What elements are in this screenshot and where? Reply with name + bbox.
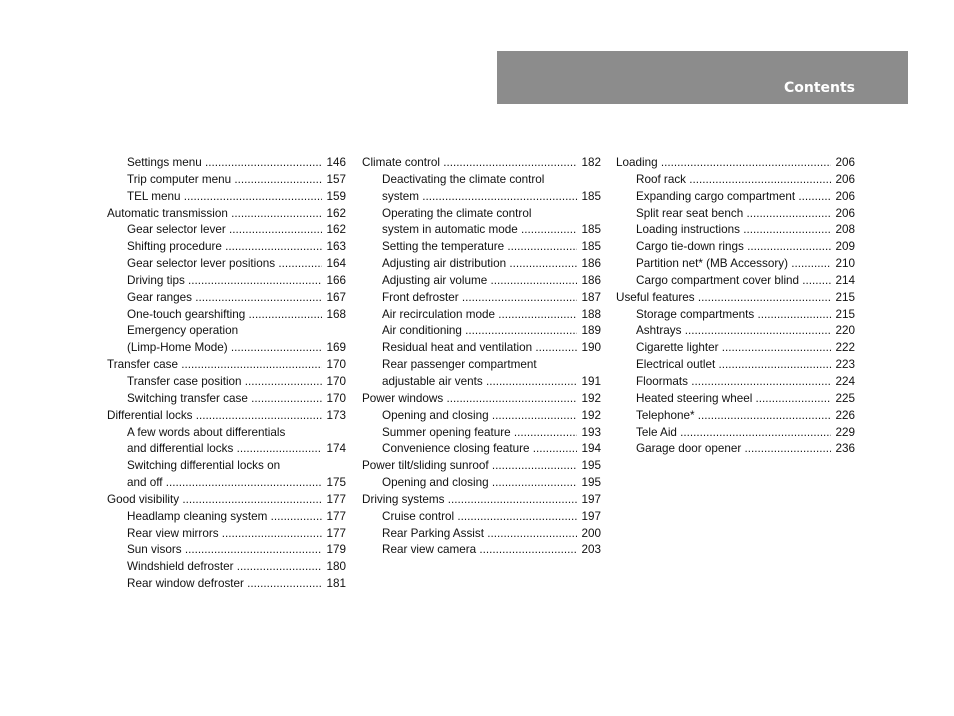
toc-entry[interactable]: [362, 307, 601, 324]
toc-entry-page: 229: [831, 425, 855, 442]
toc-entry-title: TEL menu .....: [127, 189, 346, 206]
section-header-bar: [497, 51, 908, 104]
toc-entry[interactable]: [616, 307, 855, 324]
toc-entry-page: 210: [831, 256, 855, 273]
toc-entry-title: One-touch gearshifting .....: [127, 307, 346, 324]
toc-entry[interactable]: [362, 492, 601, 509]
toc-entry[interactable]: [107, 492, 346, 509]
toc-entry-title: Deactivating the climate control: [382, 172, 545, 186]
toc-entry-page: 197: [577, 492, 601, 509]
toc-entry-page: 209: [831, 239, 855, 256]
toc-entry[interactable]: [362, 475, 601, 492]
toc-entry[interactable]: [362, 408, 601, 425]
toc-entry-title: Front defroster .....: [382, 290, 601, 307]
toc-entry-title: Air recirculation mode .....: [382, 307, 601, 324]
toc-entry[interactable]: [362, 273, 601, 290]
toc-entry-page: 181: [322, 576, 346, 593]
toc-entry-title: Tele Aid .....: [636, 425, 855, 442]
toc-entry-title: Rear passenger compartment: [382, 358, 537, 372]
toc-entry[interactable]: [107, 576, 346, 593]
toc-entry[interactable]: [362, 340, 601, 357]
toc-entry-title: Gear ranges .....: [127, 290, 346, 307]
toc-entry[interactable]: [616, 374, 855, 391]
toc-entry-page: 190: [577, 340, 601, 357]
toc-entry-title: Differential locks .....: [107, 408, 346, 425]
toc-entry[interactable]: [107, 559, 346, 576]
toc-entry[interactable]: [107, 172, 346, 189]
toc-entry[interactable]: [616, 273, 855, 290]
toc-entry-title: Ashtrays .....: [636, 323, 855, 340]
toc-entry-page: 206: [831, 172, 855, 189]
toc-entry[interactable]: [107, 155, 346, 172]
toc-entry-title: Transfer case .....: [107, 357, 346, 374]
toc-entry-title: Emergency operation: [127, 324, 239, 338]
toc-entry-page: 206: [831, 155, 855, 172]
toc-entry[interactable]: [616, 340, 855, 357]
toc-entry[interactable]: [362, 509, 601, 526]
toc-entry-page: 166: [322, 273, 346, 290]
toc-entry-title: Expanding cargo compartment .....: [636, 189, 855, 206]
toc-entry-title: Opening and closing .....: [382, 408, 601, 425]
toc-entry[interactable]: [616, 256, 855, 273]
toc-entry-title: Opening and closing .....: [382, 475, 601, 492]
toc-entry[interactable]: [362, 323, 601, 340]
toc-entry-page: 157: [322, 172, 346, 189]
toc-entry-page: 214: [831, 273, 855, 290]
toc-entry-page: 222: [831, 340, 855, 357]
toc-entry-page: 168: [322, 307, 346, 324]
toc-entry-title: Useful features .....: [616, 290, 855, 307]
toc-entry-page: 185: [577, 222, 601, 239]
toc-entry[interactable]: [107, 206, 346, 223]
toc-entry-page: 197: [577, 509, 601, 526]
toc-entry-page: 224: [831, 374, 855, 391]
toc-entry-title: Cruise control .....: [382, 509, 601, 526]
toc-entry[interactable]: [107, 239, 346, 256]
toc-entry-title: (Limp-Home Mode) .....: [127, 340, 346, 357]
toc-entry[interactable]: [362, 542, 601, 559]
toc-entry-page: 206: [831, 206, 855, 223]
toc-entry-page: 179: [322, 542, 346, 559]
toc-entry[interactable]: [616, 222, 855, 239]
toc-entry-title: Electrical outlet .....: [636, 357, 855, 374]
toc-entry[interactable]: [107, 273, 346, 290]
toc-entry-title: Partition net* (MB Accessory) .....: [636, 256, 855, 273]
toc-entry-page: 188: [577, 307, 601, 324]
toc-entry-page: 182: [577, 155, 601, 172]
toc-entry-title: Rear window defroster .....: [127, 576, 346, 593]
toc-entry[interactable]: [616, 425, 855, 442]
toc-entry-page: 194: [577, 441, 601, 458]
toc-entry[interactable]: [107, 526, 346, 543]
toc-entry-title: Climate control .....: [362, 155, 601, 172]
toc-entry-title: Settings menu .....: [127, 155, 346, 172]
toc-entry[interactable]: [107, 323, 346, 340]
toc-column-2: [362, 155, 601, 559]
toc-entry[interactable]: [107, 357, 346, 374]
toc-entry-title: Rear view mirrors .....: [127, 526, 346, 543]
toc-entry[interactable]: [107, 290, 346, 307]
toc-entry[interactable]: [616, 408, 855, 425]
toc-entry-page: 180: [322, 559, 346, 576]
toc-entry-title: Rear view camera .....: [382, 542, 601, 559]
toc-entry[interactable]: [362, 239, 601, 256]
toc-entry-title: Sun visors .....: [127, 542, 346, 559]
toc-entry-page: 162: [322, 206, 346, 223]
toc-entry-page: 185: [577, 239, 601, 256]
toc-entry-page: 189: [577, 323, 601, 340]
toc-entry-title: Cargo tie-down rings .....: [636, 239, 855, 256]
toc-column-3: [616, 155, 855, 458]
toc-entry[interactable]: [616, 172, 855, 189]
toc-entry-page: 146: [322, 155, 346, 172]
toc-entry-page: 162: [322, 222, 346, 239]
toc-entry[interactable]: [616, 206, 855, 223]
toc-entry[interactable]: [616, 323, 855, 340]
toc-entry-page: 169: [322, 340, 346, 357]
toc-entry-page: 192: [577, 391, 601, 408]
toc-entry-page: 187: [577, 290, 601, 307]
toc-column-1: [107, 155, 346, 593]
toc-entry-page: 191: [577, 374, 601, 391]
toc-entry-title: Cigarette lighter .....: [636, 340, 855, 357]
toc-entry-page: 170: [322, 357, 346, 374]
toc-entry[interactable]: [107, 408, 346, 425]
toc-entry-title: Loading instructions .....: [636, 222, 855, 239]
toc-entry[interactable]: [362, 526, 601, 543]
toc-entry-page: 164: [322, 256, 346, 273]
toc-entry-page: 163: [322, 239, 346, 256]
toc-entry-page: 193: [577, 425, 601, 442]
toc-entry-title: Summer opening feature .....: [382, 425, 601, 442]
toc-entry-page: 215: [831, 307, 855, 324]
toc-entry[interactable]: [362, 206, 601, 223]
toc-entry-title: Switching transfer case .....: [127, 391, 346, 408]
toc-entry-title: and off .....: [127, 475, 346, 492]
toc-entry[interactable]: [362, 458, 601, 475]
toc-entry[interactable]: [362, 425, 601, 442]
toc-entry[interactable]: [107, 189, 346, 206]
toc-entry-title: Gear selector lever positions .....: [127, 256, 346, 273]
toc-entry-page: 159: [322, 189, 346, 206]
toc-entry-page: 186: [577, 256, 601, 273]
toc-entry-title: adjustable air vents .....: [382, 374, 601, 391]
section-title: Contents: [783, 80, 855, 96]
toc-entry-title: Setting the temperature .....: [382, 239, 601, 256]
toc-entry-page: 226: [831, 408, 855, 425]
toc-entry-page: 225: [831, 391, 855, 408]
toc-entry[interactable]: [616, 189, 855, 206]
toc-entry-title: Adjusting air distribution .....: [382, 256, 601, 273]
toc-entry-title: Headlamp cleaning system .....: [127, 509, 346, 526]
toc-entry[interactable]: [107, 458, 346, 475]
toc-entry-title: Heated steering wheel .....: [636, 391, 855, 408]
toc-entry-title: Roof rack .....: [636, 172, 855, 189]
toc-entry-title: Air conditioning .....: [382, 323, 601, 340]
toc-entry[interactable]: [362, 155, 601, 172]
toc-entry-page: 170: [322, 391, 346, 408]
toc-entry-page: 220: [831, 323, 855, 340]
toc-entry-page: 200: [577, 526, 601, 543]
toc-entry-title: Rear Parking Assist .....: [382, 526, 601, 543]
toc-entry-title: Split rear seat bench .....: [636, 206, 855, 223]
toc-entry-page: 203: [577, 542, 601, 559]
toc-entry[interactable]: [107, 475, 346, 492]
toc-entry-title: Garage door opener .....: [636, 441, 855, 458]
toc-entry[interactable]: [362, 256, 601, 273]
toc-entry-page: 236: [831, 441, 855, 458]
toc-entry-title: Convenience closing feature .....: [382, 441, 601, 458]
toc-entry[interactable]: [362, 172, 601, 189]
toc-entry[interactable]: [362, 189, 601, 206]
toc-entry-page: 177: [322, 526, 346, 543]
toc-entry-title: Switching differential locks on: [127, 459, 281, 473]
toc-entry[interactable]: [107, 509, 346, 526]
toc-entry-page: 185: [577, 189, 601, 206]
toc-entry-title: system .....: [382, 189, 601, 206]
toc-entry[interactable]: [362, 290, 601, 307]
toc-entry[interactable]: [107, 307, 346, 324]
toc-entry[interactable]: [362, 441, 601, 458]
toc-entry-title: and differential locks .....: [127, 441, 346, 458]
toc-entry[interactable]: [616, 441, 855, 458]
toc-entry-page: 170: [322, 374, 346, 391]
toc-entry-title: Windshield defroster .....: [127, 559, 346, 576]
toc-entry[interactable]: [107, 340, 346, 357]
toc-entry-title: Automatic transmission .....: [107, 206, 346, 223]
toc-entry[interactable]: [362, 391, 601, 408]
toc-entry[interactable]: [107, 256, 346, 273]
toc-entry-title: Floormats .....: [636, 374, 855, 391]
toc-entry-page: 177: [322, 492, 346, 509]
toc-entry-title: Telephone* .....: [636, 408, 855, 425]
toc-entry-title: A few words about differentials: [127, 425, 286, 439]
toc-entry-title: Driving systems .....: [362, 492, 601, 509]
toc-entry-title: Gear selector lever .....: [127, 222, 346, 239]
toc-entry-title: Driving tips .....: [127, 273, 346, 290]
toc-entry[interactable]: [107, 542, 346, 559]
toc-entry[interactable]: [107, 425, 346, 442]
toc-entry-title: Operating the climate control: [382, 206, 532, 220]
toc-entry-title: Power windows .....: [362, 391, 601, 408]
toc-entry-title: Power tilt/sliding sunroof .....: [362, 458, 601, 475]
toc-entry[interactable]: [362, 357, 601, 374]
toc-entry[interactable]: [362, 374, 601, 391]
toc-entry-page: 206: [831, 189, 855, 206]
toc-entry-page: 195: [577, 458, 601, 475]
toc-entry-title: Adjusting air volume .....: [382, 273, 601, 290]
toc-entry-title: Cargo compartment cover blind .....: [636, 273, 855, 290]
toc-entry[interactable]: [362, 222, 601, 239]
toc-entry[interactable]: [616, 290, 855, 307]
toc-entry[interactable]: [107, 374, 346, 391]
toc-entry-title: Transfer case position .....: [127, 374, 346, 391]
toc-entry[interactable]: [107, 391, 346, 408]
toc-entry-title: Trip computer menu .....: [127, 172, 346, 189]
toc-entry-title: Good visibility .....: [107, 492, 346, 509]
toc-entry-page: 192: [577, 408, 601, 425]
toc-entry[interactable]: [616, 391, 855, 408]
toc-entry-page: 208: [831, 222, 855, 239]
toc-entry-page: 186: [577, 273, 601, 290]
toc-entry[interactable]: [107, 222, 346, 239]
toc-entry-title: Loading .....: [616, 155, 855, 172]
toc-entry-page: 177: [322, 509, 346, 526]
toc-entry-page: 195: [577, 475, 601, 492]
toc-entry-title: Shifting procedure .....: [127, 239, 346, 256]
toc-entry-title: system in automatic mode .....: [382, 222, 601, 239]
toc-entry-page: 175: [322, 475, 346, 492]
toc-entry[interactable]: [107, 441, 346, 458]
toc-entry-page: 173: [322, 408, 346, 425]
toc-entry-page: 174: [322, 441, 346, 458]
toc-entry-page: 223: [831, 357, 855, 374]
toc-entry-title: Residual heat and ventilation .....: [382, 340, 601, 357]
toc-entry[interactable]: [616, 357, 855, 374]
toc-entry-page: 167: [322, 290, 346, 307]
toc-entry-page: 215: [831, 290, 855, 307]
toc-entry[interactable]: [616, 155, 855, 172]
toc-entry-title: Storage compartments .....: [636, 307, 855, 324]
toc-entry[interactable]: [616, 239, 855, 256]
